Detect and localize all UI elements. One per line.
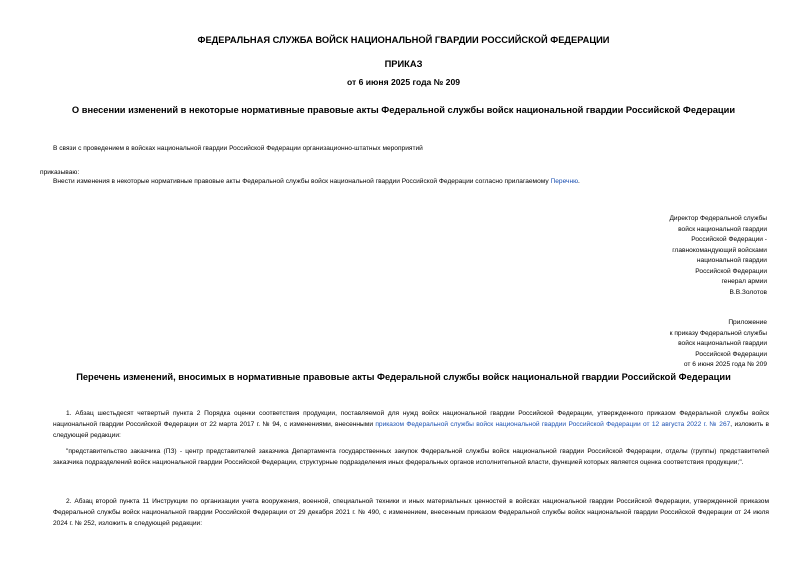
signature-line: национальной гвардии [696,257,767,264]
signature-block [669,214,767,298]
appendix-line: войск национальной гвардии [678,340,767,347]
signature-line: войск национальной гвардии [678,225,767,233]
paragraph-2: "представительство заказчика (ПЗ) - центр представителей заказчика Департамента государственных закупок Федеральной службы войск национальной гвардии Российской Федерации, отделы (группы) представителей заказчика подразделений войск национальной гвардии Российской Федерации, структурные подразделения иных федеральных органов исполнительной власти, функцией которых является оценка соответствия продукции;". [53,448,769,466]
signature-line: генерал армии [721,278,767,285]
order-item-end: . [578,178,580,185]
paragraph-1-text: 1. Абзац шестьдесят четвертый пункта 2 Порядка оценки соответствия продукции, поставляемой для нужд войск национальной гвардии Российской Федерации, утвержденного приказом Федеральной службы войск национальной гвардии Российской Федерации от 22 марта 2017 г. № 94, с изменениями, внесенными [53,410,769,428]
ordered-label: приказываю: [40,169,80,176]
agency-name: ФЕДЕРАЛЬНАЯ СЛУЖБА ВОЙСК НАЦИОНАЛЬНОЙ ГВАРДИИ РОССИЙСКОЙ ФЕДЕРАЦИИ [197,35,610,45]
order-item-text: Внести изменения в некоторые нормативные правовые акты Федеральной службы войск национальной гвардии Российской Федерации согласно прилагаемому [53,178,551,185]
signature-line: Российской Федерации [695,267,767,275]
paragraph-3: 2. Абзац второй пункта 11 Инструкции по организации учета вооружения, военной, специальной техники и иных материальных ценностей в войсках национальной гвардии Российской Федерации, утвержденной приказом Федеральной службы войск национальной гвардии Российской Федерации от 29 декабря 2021 г. № 490, с изменением, внесенным приказом Федеральной службы войск национальной гвардии Российской Федерации от 24 июля 2024 г. № 252, изложить в следующей редакции: [53,498,769,527]
signature-line: главнокомандующий войсками [672,246,767,254]
order-date-number: от 6 июня 2025 года № 209 [346,77,461,87]
appendix-line: Приложение [728,319,767,326]
signature-line: Российской Федерации - [691,236,767,243]
document-title: О внесении изменений в некоторые нормативные правовые акты Федеральной службы войск национальной гвардии Российской Федерации [71,105,736,115]
appendix-line: от 6 июня 2025 года № 209 [683,361,767,368]
intro-paragraph: В связи с проведением в войсках национальной гвардии Российской Федерации организационно-штатных мероприятий [53,145,423,152]
appendix-block [670,318,767,371]
paragraph-1 [53,408,769,441]
order-item [53,176,580,187]
list-title: Перечень изменений, вносимых в нормативные правовые акты Федеральной службы войск национальной гвардии Российской Федерации [76,372,731,382]
order-267-link[interactable]: приказом Федеральной службы войск национальной гвардии Российской Федерации от 12 августа 2022 г. № 267 [375,421,731,428]
appendix-line: Российской Федерации [695,350,767,358]
appendix-line: к приказу Федеральной службы [669,329,767,337]
document-type: ПРИКАЗ [384,59,423,69]
signature-name: В.В.Золотов [729,288,767,296]
list-link[interactable]: Перечню [550,178,579,185]
paragraph-1-end: , изложить в следующей редакции: [53,421,769,439]
signature-line: Директор Федеральной службы [669,215,767,222]
